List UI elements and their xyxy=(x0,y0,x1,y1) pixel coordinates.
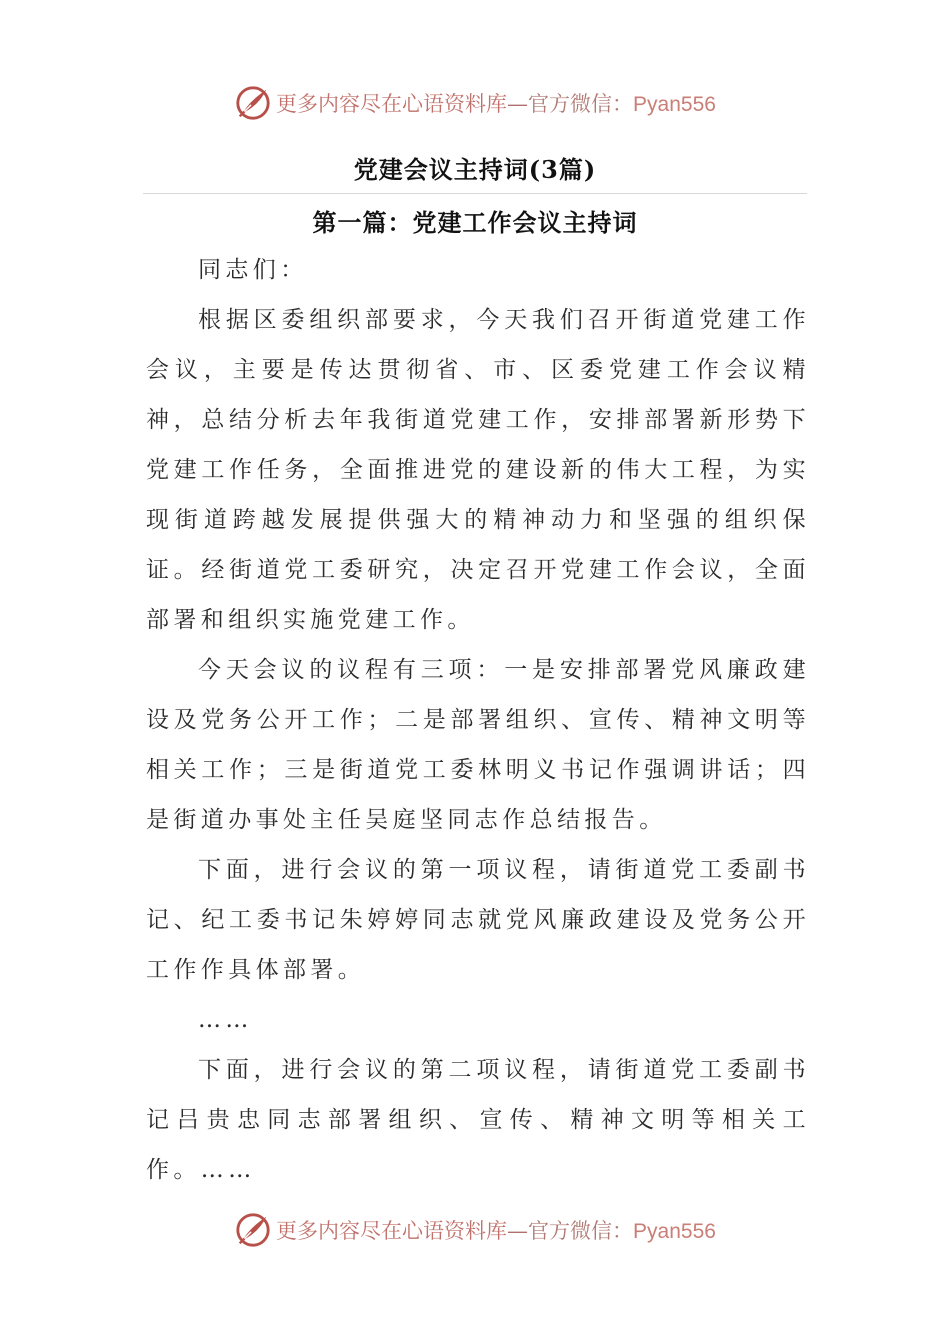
paragraph-ellipsis: …… xyxy=(198,1007,253,1033)
watermark-text xyxy=(276,88,716,118)
paragraph-first-item: 下面，进行会议的第一项议程，请街道党工委副书记、纪工委书记朱婷婷同志就党风廉政建设及党务公开工作作具体部署。 xyxy=(146,857,810,983)
title-divider xyxy=(143,193,807,194)
document-title: 党建会议主持词(3篇) xyxy=(353,155,597,184)
watermark-site-text: 更多内容尽在心语资料库 xyxy=(276,1219,508,1243)
paragraph-second-item: 下面，进行会议的第二项议程，请街道党工委副书记吕贵忠同志部署组织、宣传、精神文明等相关工作。…… xyxy=(146,1057,810,1183)
watermark-wechat-id: Pyan556 xyxy=(633,1220,716,1243)
watermark-wechat-label: 官方微信： xyxy=(528,92,634,116)
quill-pen-logo-icon xyxy=(234,1211,272,1249)
paragraph-salutation: 同志们： xyxy=(198,257,308,283)
watermark-wechat-id: Pyan556 xyxy=(633,93,716,116)
paragraph-agenda: 今天会议的议程有三项：一是安排部署党风廉政建设及党务公开工作；二是部署组织、宣传、精神文明等相关工作；三是街道党工委林明义书记作强调讲话；四是街道办事处主任吴庭坚同志作总结报告。 xyxy=(146,657,810,833)
section-title: 第一篇：党建工作会议主持词 xyxy=(312,208,638,237)
watermark-banner-top xyxy=(0,83,950,123)
watermark-wechat-label: 官方微信： xyxy=(528,1219,634,1243)
watermark-banner-bottom xyxy=(0,1210,950,1250)
quill-pen-logo-icon xyxy=(234,84,272,122)
watermark-text xyxy=(276,1215,716,1245)
paragraph-intro: 根据区委组织部要求，今天我们召开街道党建工作会议，主要是传达贯彻省、市、区委党建工作会议精神，总结分析去年我街道党建工作，安排部署新形势下党建工作任务，全面推进党的建设新的伟大工程，为实现街道跨越发展提供强大的精神动力和坚强的组织保证。经街道党工委研究，决定召开党建工作会议，全面部署和组织实施党建工作。 xyxy=(146,307,810,633)
watermark-separator: — xyxy=(507,92,529,116)
watermark-separator: — xyxy=(507,1219,529,1243)
document-body xyxy=(146,245,810,1195)
watermark-site-text: 更多内容尽在心语资料库 xyxy=(276,92,508,116)
